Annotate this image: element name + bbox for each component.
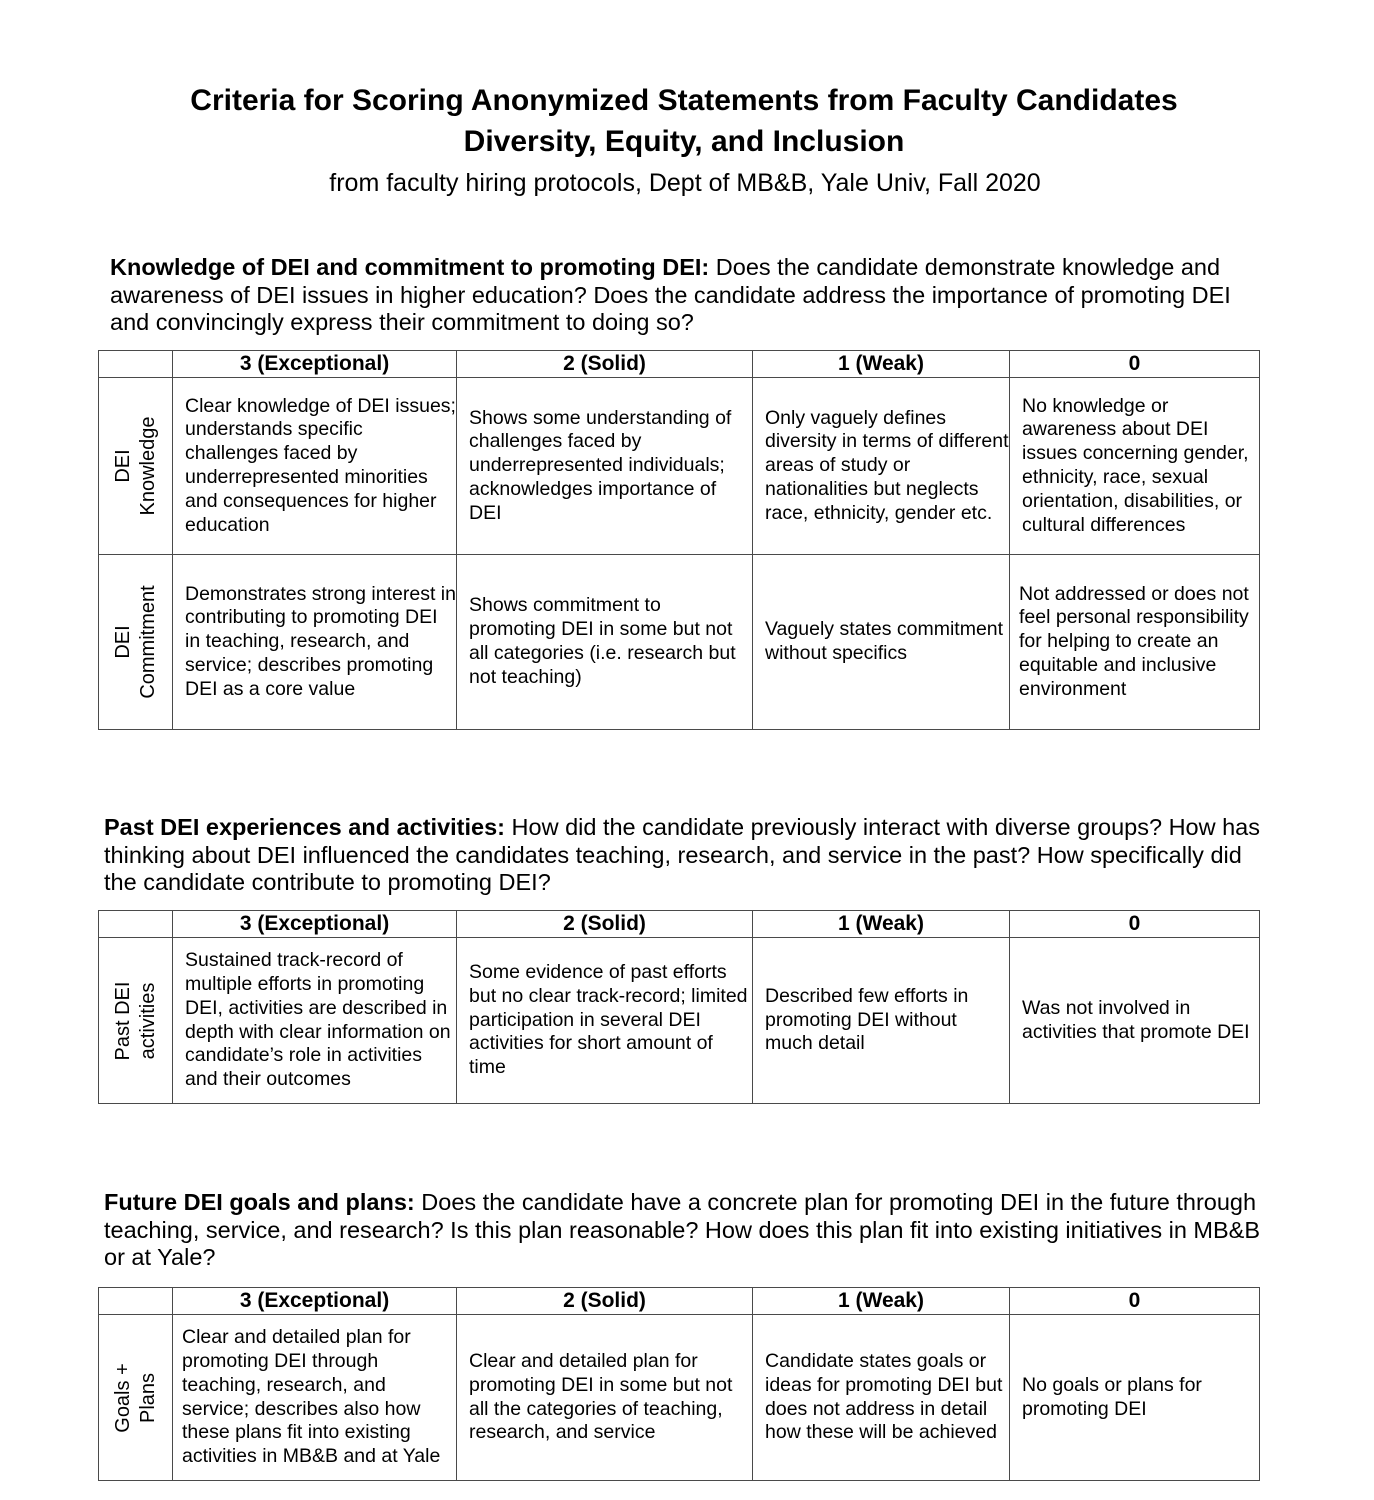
section-question: Does the candidate have a concrete plan for promoting DEI in the future through teaching, service, and research? Is this plan reasonable? How does this plan fit into existing initiatives in MB&B or at Yale? xyxy=(104,1189,1261,1270)
row-label-goals-plans xyxy=(99,1315,173,1481)
table-header-row xyxy=(99,351,1260,378)
cell-exceptional: Clear and detailed plan for promoting DEI through teaching, research, and service; describes also how these plans fit into existing activities in MB&B and at Yale xyxy=(173,1315,457,1481)
section-heading: Past DEI experiences and activities: xyxy=(104,814,505,840)
cell-zero: No goals or plans for promoting DEI xyxy=(1010,1315,1260,1481)
column-header-solid: 2 (Solid) xyxy=(457,1288,753,1315)
section-future-goals-intro xyxy=(104,1189,1274,1272)
column-header-exceptional: 3 (Exceptional) xyxy=(173,351,457,378)
rubric-table-knowledge-commitment xyxy=(98,350,1260,730)
cell-solid: Clear and detailed plan for promoting DEI in some but not all the categories of teaching, research, and service xyxy=(457,1315,753,1481)
section-question: Does the candidate demonstrate knowledge and awareness of DEI issues in higher education? Does the candidate address the importance of promoting DEI and convincingly express their commitment to doing so? xyxy=(110,254,1231,335)
cell-zero: No knowledge or awareness about DEI issues concerning gender, ethnicity, race, sexual orientation, disabilities, or cultural differences xyxy=(1010,378,1260,555)
table-header-row xyxy=(99,911,1260,938)
cell-solid: Shows some understanding of challenges faced by underrepresented individuals; acknowledges importance of DEI xyxy=(457,378,753,555)
row-label-line2: activities xyxy=(136,982,159,1059)
cell-zero: Was not involved in activities that promote DEI xyxy=(1010,938,1260,1104)
table-header-row xyxy=(99,1288,1260,1315)
cell-weak: Described few efforts in promoting DEI without much detail xyxy=(753,938,1010,1104)
row-label-line1: DEI xyxy=(111,625,134,659)
column-header-zero: 0 xyxy=(1010,911,1260,938)
cell-weak: Vaguely states commitment without specifics xyxy=(753,555,1010,730)
column-header-blank xyxy=(99,1288,173,1315)
document-title-line2: Diversity, Equity, and Inclusion xyxy=(463,125,905,158)
table-row xyxy=(99,938,1260,1104)
table-row xyxy=(99,555,1260,730)
cell-exceptional: Clear knowledge of DEI issues; understands specific challenges faced by underrepresented minorities and consequences for higher education xyxy=(173,378,457,555)
row-label-dei-commitment xyxy=(99,555,173,730)
column-header-weak: 1 (Weak) xyxy=(753,1288,1010,1315)
cell-weak: Candidate states goals or ideas for promoting DEI but does not address in detail how these will be achieved xyxy=(753,1315,1010,1481)
column-header-zero: 0 xyxy=(1010,351,1260,378)
rubric-table-past-activities xyxy=(98,910,1260,1104)
table-row xyxy=(99,378,1260,555)
section-past-activities-intro xyxy=(104,814,1274,897)
column-header-solid: 2 (Solid) xyxy=(457,351,753,378)
section-knowledge-commitment-intro xyxy=(110,254,1270,337)
section-question: How did the candidate previously interact with diverse groups? How has thinking about DEI influenced the candidates teaching, research, and service in the past? How specifically did the candidate contribute to promoting DEI? xyxy=(104,814,1261,895)
column-header-solid: 2 (Solid) xyxy=(457,911,753,938)
row-label-line2: Plans xyxy=(136,1372,159,1423)
table-row xyxy=(99,1315,1260,1481)
column-header-zero: 0 xyxy=(1010,1288,1260,1315)
column-header-blank xyxy=(99,911,173,938)
column-header-exceptional: 3 (Exceptional) xyxy=(173,1288,457,1315)
document-subtitle: from faculty hiring protocols, Dept of MB&B, Yale Univ, Fall 2020 xyxy=(329,169,1041,197)
cell-zero: Not addressed or does not feel personal responsibility for helping to create an equitable and inclusive environment xyxy=(1010,555,1260,730)
cell-exceptional: Demonstrates strong interest in contributing to promoting DEI in teaching, research, and service; describes promoting DEI as a core value xyxy=(173,555,457,730)
section-heading: Future DEI goals and plans: xyxy=(104,1189,415,1215)
row-label-line1: Past DEI xyxy=(111,981,134,1060)
row-label-line1: Goals + xyxy=(111,1362,134,1433)
row-label-dei-knowledge xyxy=(99,378,173,555)
row-label-past-dei-activities xyxy=(99,938,173,1104)
cell-solid: Some evidence of past efforts but no clear track-record; limited participation in several DEI activities for short amount of time xyxy=(457,938,753,1104)
section-heading: Knowledge of DEI and commitment to promoting DEI: xyxy=(110,254,710,280)
row-label-line2: Knowledge xyxy=(136,416,159,516)
column-header-weak: 1 (Weak) xyxy=(753,351,1010,378)
cell-exceptional: Sustained track-record of multiple efforts in promoting DEI, activities are described in depth with clear information on candidate’s role in activities and their outcomes xyxy=(173,938,457,1104)
column-header-blank xyxy=(99,351,173,378)
document-title: Criteria for Scoring Anonymized Statements from Faculty Candidates xyxy=(190,84,1178,117)
cell-solid: Shows commitment to promoting DEI in some but not all categories (i.e. research but not teaching) xyxy=(457,555,753,730)
row-label-line2: Commitment xyxy=(136,585,159,699)
column-header-exceptional: 3 (Exceptional) xyxy=(173,911,457,938)
column-header-weak: 1 (Weak) xyxy=(753,911,1010,938)
row-label-line1: DEI xyxy=(111,449,134,483)
rubric-table-future-goals xyxy=(98,1287,1260,1481)
cell-weak: Only vaguely defines diversity in terms of different areas of study or nationalities but neglects race, ethnicity, gender etc. xyxy=(753,378,1010,555)
